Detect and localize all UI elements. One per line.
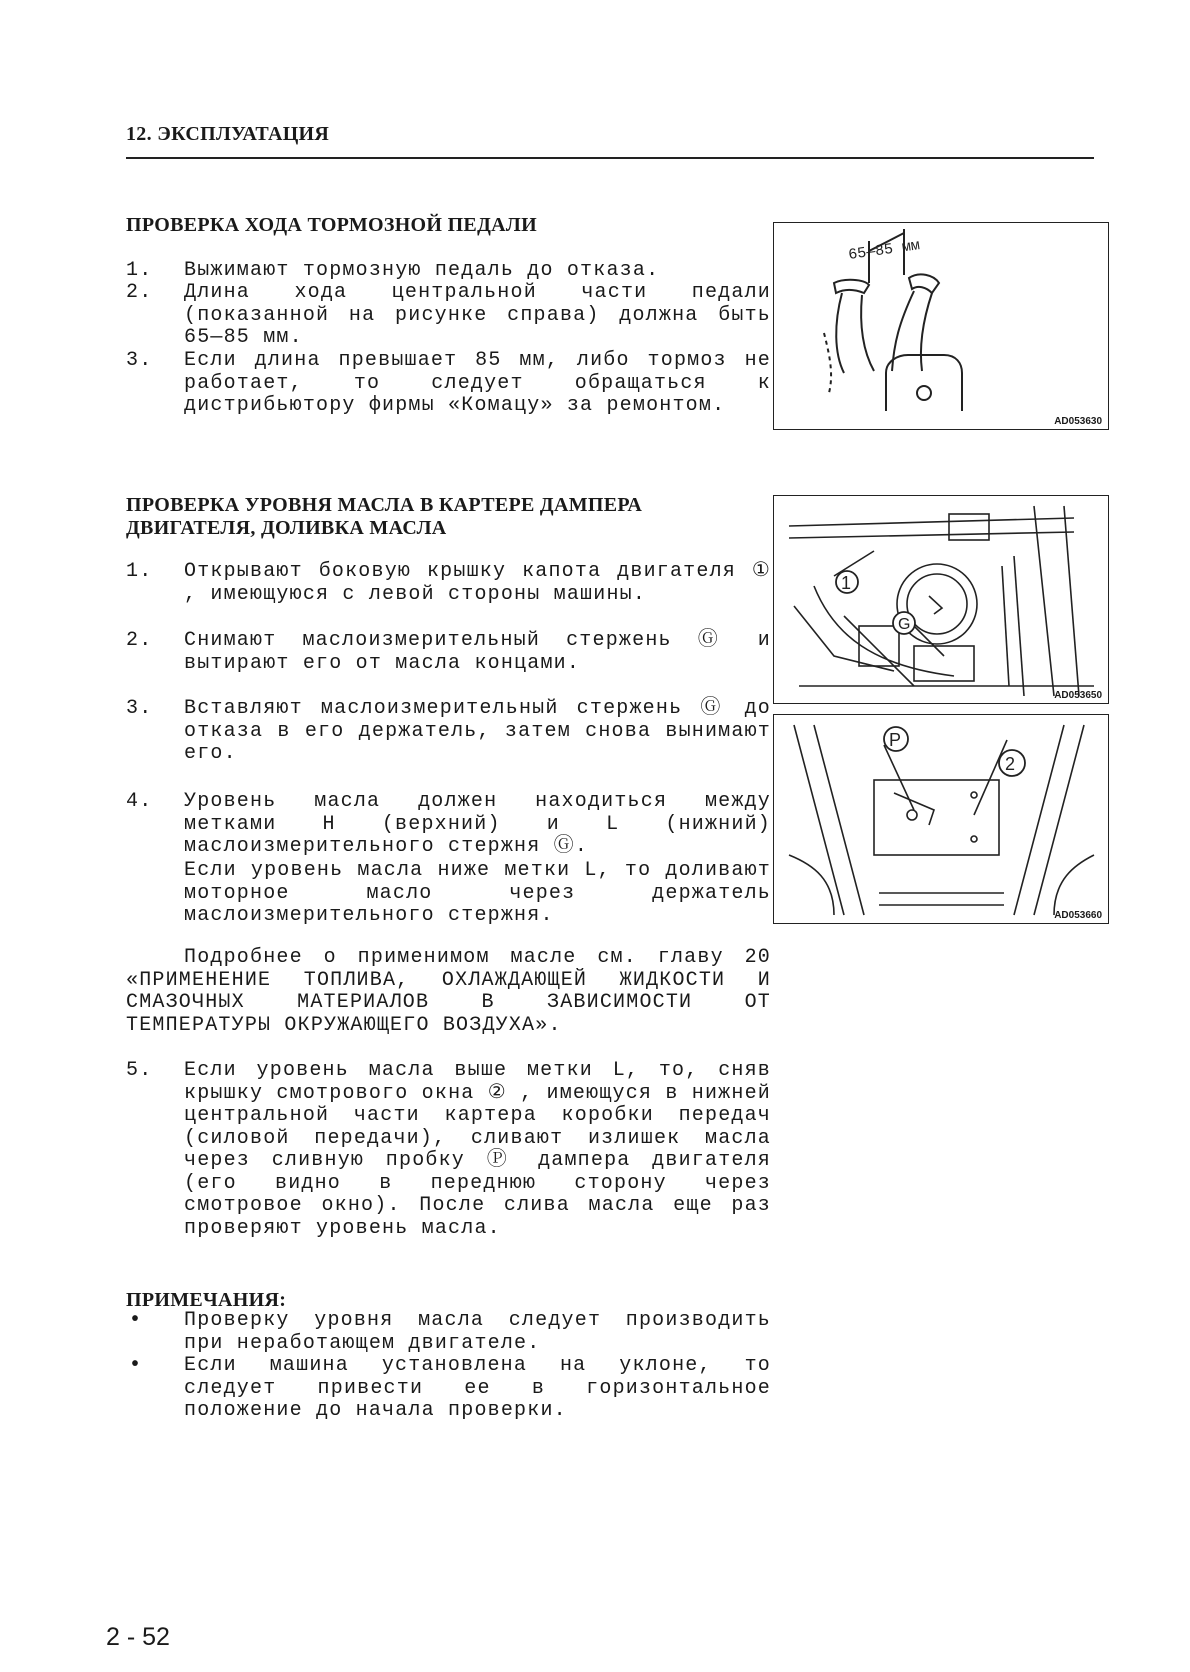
callout-p-label: P — [889, 730, 902, 750]
item-text: Если уровень масла выше метки L, то, сняв крышку смотрового окна ② , имеющуся в нижней центральной части картера коробки передач (силовой передачи), сливают излишек масла через сливную пробку Ⓟ дампера двигателя (его видно в переднюю сторону через смотровое окно). После слива масла еще раз проверяют уровень масла. — [184, 1059, 771, 1240]
bullet-dot: • — [129, 1309, 143, 1332]
figure-code: AD053630 — [1054, 416, 1102, 427]
inspection-window-drawing — [774, 715, 1108, 923]
brake-pedal-figure — [773, 222, 1109, 430]
oil-reference-paragraph: Подробнее о применимом масле см. главу 20 «ПРИМЕНЕНИЕ ТОПЛИВА, ОХЛАЖДАЮЩЕЙ ЖИДКОСТИ И СМАЗОЧНЫХ МАТЕРИАЛОВ В ЗАВИСИМОСТИ ОТ ТЕМПЕРАТУРЫ ОКРУЖАЮЩЕГО ВОЗДУХА». — [126, 946, 771, 1037]
figure-code: AD053660 — [1054, 910, 1102, 921]
stroke-range-label: 65—85 мм — [847, 237, 922, 264]
bullet-text: Проверку уровня масла следует производить при неработающем двигателе. — [184, 1309, 771, 1355]
item-text: Открывают боковую крышку капота двигателя ① , имеющуюся с левой стороны машины. — [184, 560, 771, 606]
item-text: Выжимают тормозную педаль до отказа. — [184, 259, 660, 282]
figure-code: AD053650 — [1054, 690, 1102, 701]
brake-pedal-drawing — [774, 223, 1108, 429]
page-header-title: 12. ЭКСПЛУАТАЦИЯ — [126, 123, 330, 145]
bullet-text: Если машина установлена на уклоне, то следует привести ее в горизонтальное положение до начала проверки. — [184, 1354, 771, 1422]
item-number: 3. — [126, 697, 153, 720]
item-number: 2. — [126, 629, 153, 652]
item-text: Длина хода центральной части педали (показанной на рисунке справа) должна быть 65—85 мм. — [184, 281, 771, 349]
item-number: 4. — [126, 790, 153, 813]
bullet-dot: • — [129, 1354, 143, 1377]
engine-compartment-figure — [773, 495, 1109, 704]
engine-compartment-drawing — [774, 496, 1108, 703]
item-text: Если длина превышает 85 мм, либо тормоз не работает, то следует обращаться к дистрибьютору фирмы «Комацу» за ремонтом. — [184, 349, 771, 417]
item-number: 2. — [126, 281, 153, 304]
inspection-window-figure — [773, 714, 1109, 924]
brake-section-title: ПРОВЕРКА ХОДА ТОРМОЗНОЙ ПЕДАЛИ — [126, 214, 537, 236]
item-text: Вставляют маслоизмерительный стержень Ⓖ до отказа в его держатель, затем снова вынимают его. — [184, 697, 771, 765]
item-text: Снимают маслоизмерительный стержень Ⓖ и вытирают его от масла концами. — [184, 629, 771, 675]
item-number: 1. — [126, 560, 153, 583]
header-rule — [126, 157, 1094, 159]
callout-2-label: 2 — [1005, 754, 1016, 774]
page-number: 2 - 52 — [106, 1623, 170, 1651]
item-number: 3. — [126, 349, 153, 372]
item-text: Если уровень масла ниже метки L, то доливают моторное масло через держатель маслоизмерительного стержня. — [184, 859, 771, 927]
callout-g-label: G — [898, 616, 911, 633]
oil-section-title: ПРОВЕРКА УРОВНЯ МАСЛА В КАРТЕРЕ ДАМПЕРА ДВИГАТЕЛЯ, ДОЛИВКА МАСЛА — [126, 494, 643, 539]
notes-title: ПРИМЕЧАНИЯ: — [126, 1289, 287, 1311]
item-text: Уровень масла должен находиться между метками H (верхний) и L (нижний) маслоизмерительного стержня Ⓖ. — [184, 790, 771, 858]
callout-1-label: 1 — [841, 573, 852, 593]
item-number: 1. — [126, 259, 153, 282]
item-number: 5. — [126, 1059, 153, 1082]
